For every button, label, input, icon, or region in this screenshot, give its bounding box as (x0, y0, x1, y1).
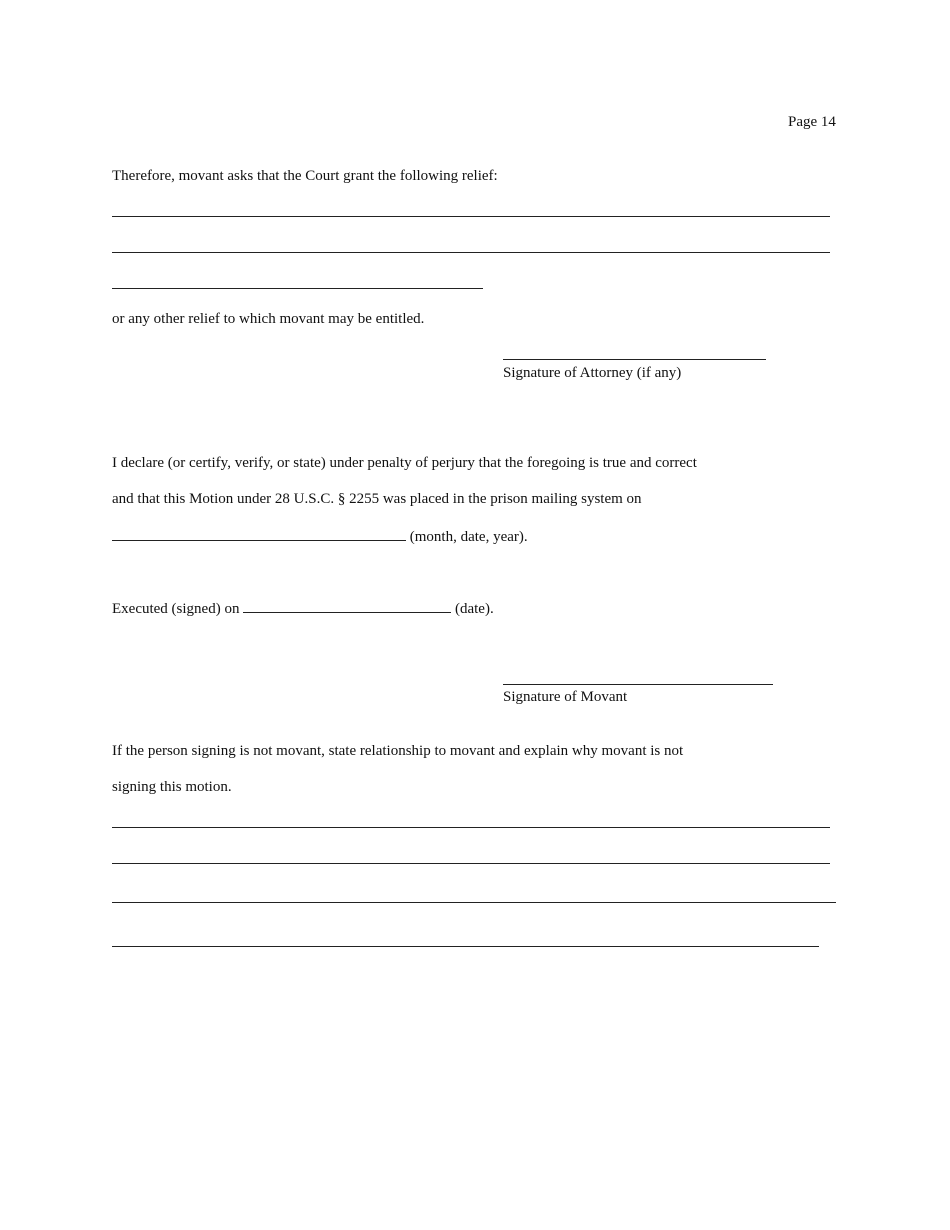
mailing-date-blank[interactable] (112, 526, 406, 541)
movant-signature-label: Signature of Movant (503, 689, 628, 705)
relief-intro: Therefore, movant asks that the Court grant the following relief: (112, 168, 498, 184)
mailing-date-hint: (month, date, year). (409, 529, 528, 545)
executed-row (112, 598, 494, 618)
relief-line-2[interactable] (112, 252, 830, 253)
explanation-line-4[interactable] (112, 946, 819, 947)
explanation-line-2[interactable] (112, 863, 830, 864)
attorney-signature-line[interactable] (503, 359, 766, 360)
executed-date-blank[interactable] (243, 598, 451, 613)
non-movant-line-2: signing this motion. (112, 779, 232, 795)
executed-prefix: Executed (signed) on (112, 601, 240, 617)
relief-line-1[interactable] (112, 216, 830, 217)
relief-line-3[interactable] (112, 288, 483, 289)
mailing-date-row (112, 526, 528, 546)
declaration-line-1: I declare (or certify, verify, or state) under penalty of perjury that the foregoing is true and correct (112, 455, 697, 471)
non-movant-line-1: If the person signing is not movant, state relationship to movant and explain why movant is not (112, 743, 684, 759)
relief-closing: or any other relief to which movant may be entitled. (112, 311, 425, 327)
explanation-line-1[interactable] (112, 827, 830, 828)
explanation-line-3[interactable] (112, 902, 836, 903)
attorney-signature-label: Signature of Attorney (if any) (503, 365, 682, 381)
executed-suffix: (date). (454, 601, 494, 617)
declaration-line-2: and that this Motion under 28 U.S.C. § 2255 was placed in the prison mailing system on (112, 491, 642, 507)
page-number: Page 14 (788, 114, 836, 130)
movant-signature-line[interactable] (503, 684, 773, 685)
